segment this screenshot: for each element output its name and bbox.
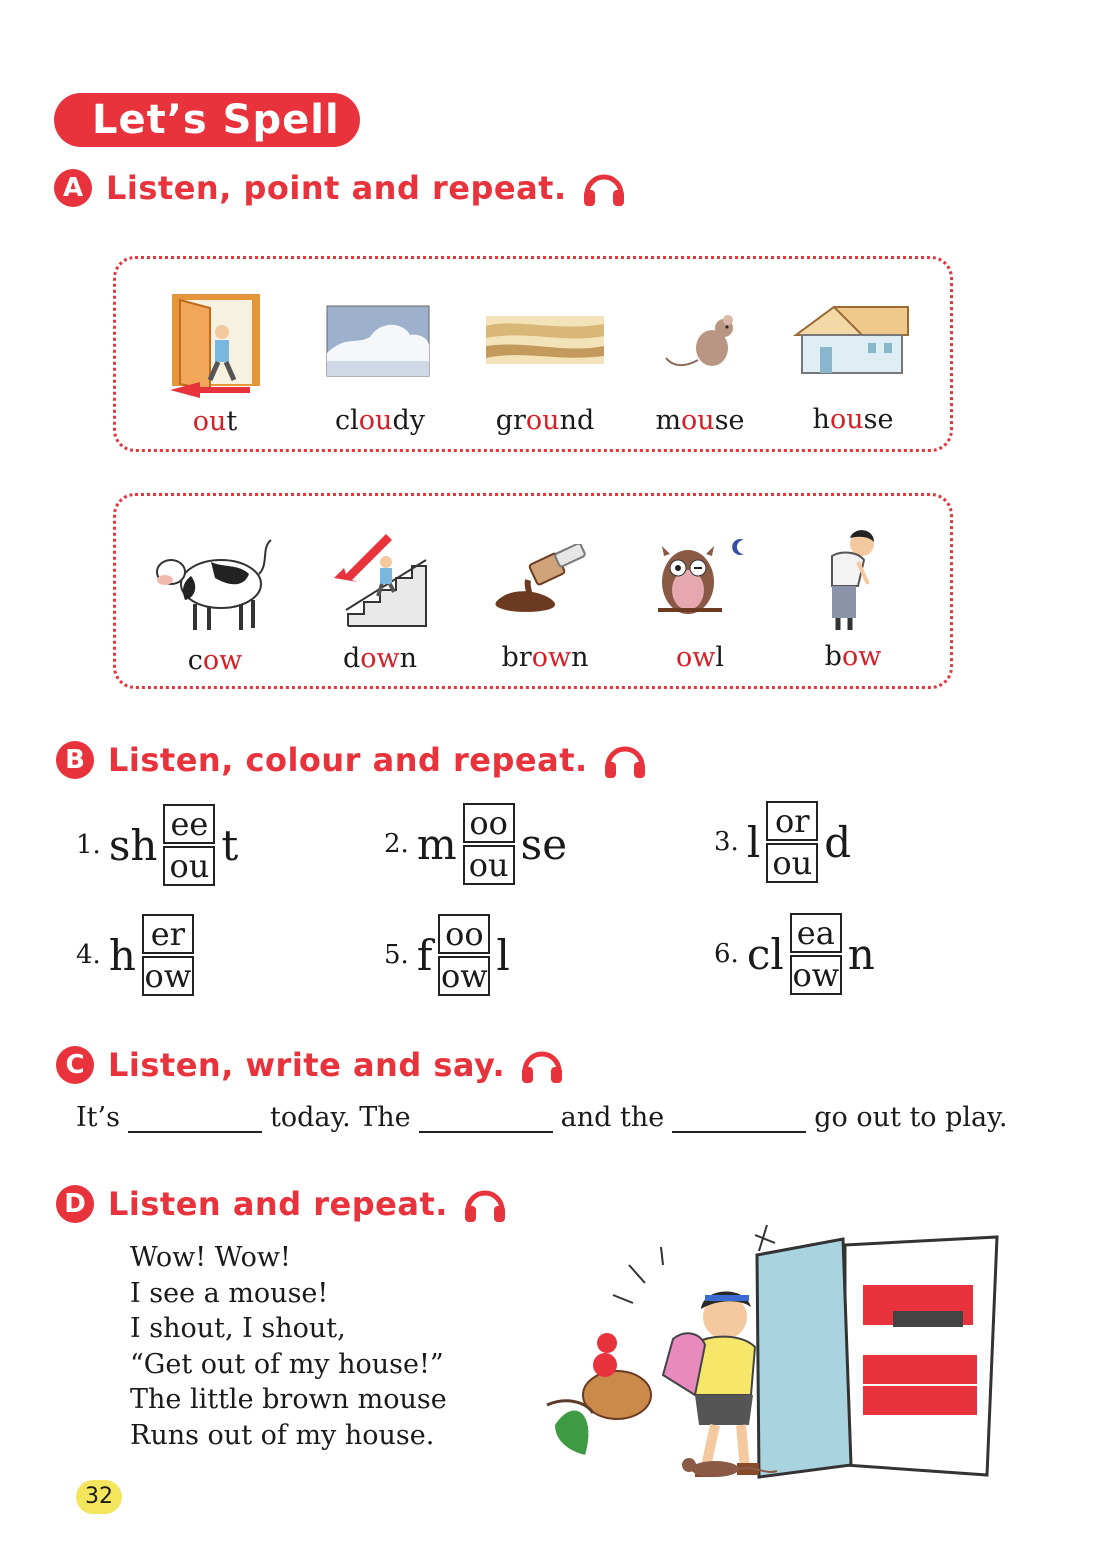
section-d-title: Listen and repeat. xyxy=(108,1185,448,1223)
headphones-icon[interactable] xyxy=(581,168,627,208)
page-number: 32 xyxy=(76,1480,122,1514)
colour-item-2: 2. m oo ou se xyxy=(384,804,568,884)
word-ground: ground xyxy=(495,405,595,436)
headphones-icon[interactable] xyxy=(519,1045,565,1085)
poem xyxy=(130,1240,447,1453)
section-b-title: Listen, colour and repeat. xyxy=(108,741,588,779)
section-d-badge: D xyxy=(56,1185,94,1223)
girl-running-illustration xyxy=(545,1225,1000,1500)
colour-item-6: 6. cl ea ow n xyxy=(714,914,875,994)
poem-line: The little brown mouse xyxy=(130,1384,447,1415)
option-box[interactable]: ou xyxy=(766,843,818,883)
stairs-down-picture xyxy=(330,530,430,630)
answer-blank[interactable] xyxy=(128,1107,262,1133)
word-cow: cow xyxy=(187,645,243,676)
answer-blank[interactable] xyxy=(672,1107,806,1133)
cow-picture xyxy=(155,534,273,634)
section-c-heading xyxy=(56,1045,565,1085)
section-b-heading xyxy=(56,740,648,780)
door-exit-picture xyxy=(160,290,270,400)
headphones-icon[interactable] xyxy=(602,740,648,780)
option-box[interactable]: ou xyxy=(463,845,515,885)
house-picture xyxy=(792,303,912,375)
section-a-badge: A xyxy=(54,169,92,207)
option-box[interactable]: ow xyxy=(142,956,194,996)
page-title: Let’s Spell xyxy=(54,93,360,147)
section-b-badge: B xyxy=(56,741,94,779)
word-down: down xyxy=(342,643,418,674)
answer-blank[interactable] xyxy=(419,1107,553,1133)
bowing-boy-picture xyxy=(818,526,888,632)
section-c-badge: C xyxy=(56,1046,94,1084)
mouse-picture xyxy=(664,312,744,372)
colour-item-4: 4. h er ow xyxy=(76,914,200,996)
option-box[interactable]: ow xyxy=(438,956,490,996)
word-house: house xyxy=(812,404,894,435)
word-brown: brown xyxy=(501,642,589,673)
poem-line: Runs out of my house. xyxy=(130,1419,435,1451)
colour-item-5: 5. f oo ow l xyxy=(384,915,510,995)
option-box[interactable]: ou xyxy=(163,846,215,886)
word-bow: bow xyxy=(824,641,882,672)
option-box[interactable]: or xyxy=(766,801,818,841)
option-box[interactable]: ee xyxy=(163,804,215,844)
clouds-picture xyxy=(326,305,430,377)
headphones-icon[interactable] xyxy=(462,1184,508,1224)
ground-picture xyxy=(486,316,604,364)
word-cloudy: cloudy xyxy=(335,405,425,436)
colour-item-3: 3. l or ou d xyxy=(714,802,852,882)
option-box[interactable]: ea xyxy=(790,913,842,953)
poem-line: “Get out of my house!” xyxy=(130,1348,444,1380)
option-box[interactable]: oo xyxy=(463,803,515,843)
word-mouse: mouse xyxy=(655,405,745,436)
poem-line: I shout, I shout, xyxy=(130,1313,346,1344)
poem-line: Wow! Wow! xyxy=(130,1242,291,1273)
write-sentence: It’s today. The and the go out to play. xyxy=(76,1102,1008,1133)
option-box[interactable]: er xyxy=(142,914,194,954)
section-d-heading xyxy=(56,1184,508,1224)
poem-line: I see a mouse! xyxy=(130,1277,329,1309)
section-c-title: Listen, write and say. xyxy=(108,1046,506,1084)
owl-picture xyxy=(656,536,752,622)
option-box[interactable]: oo xyxy=(438,914,490,954)
section-a-heading xyxy=(54,168,627,208)
brown-paint-picture xyxy=(492,544,592,614)
colour-item-1: 1. sh ee ou t xyxy=(76,805,239,885)
section-a-title: Listen, point and repeat. xyxy=(106,169,567,207)
option-box[interactable]: ow xyxy=(790,955,842,995)
word-owl: owl xyxy=(675,642,724,673)
word-out: out xyxy=(192,406,238,437)
